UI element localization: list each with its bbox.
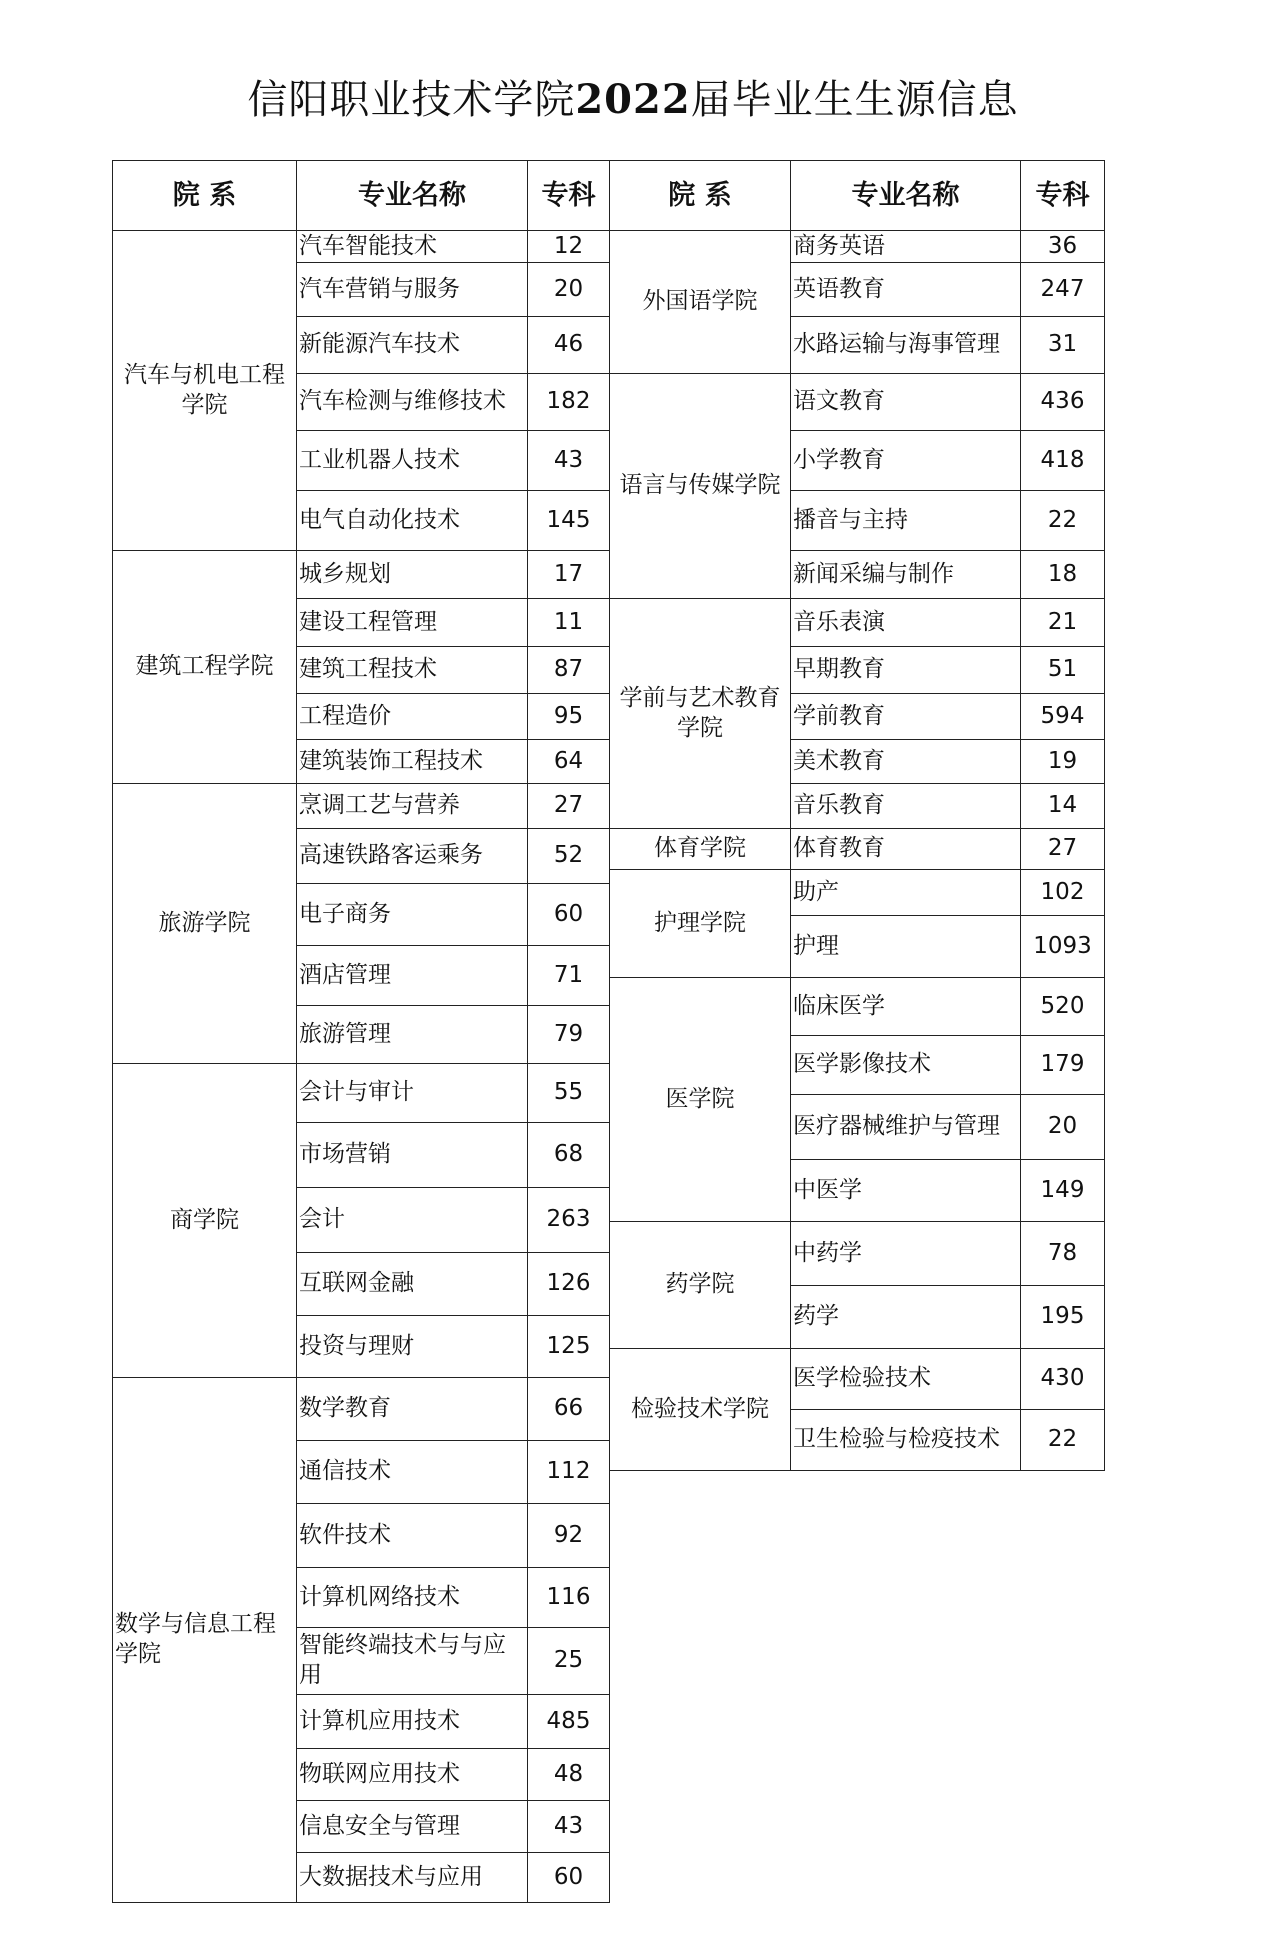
right-major-cell <box>790 1285 1021 1349</box>
left-count-cell <box>527 1748 610 1801</box>
left-count-cell-text: 52 <box>553 842 584 869</box>
left-count-cell-text: 20 <box>553 275 584 302</box>
left-count-cell-text: 43 <box>553 1812 584 1839</box>
left-count-cell <box>527 1627 610 1695</box>
left-major-cell <box>296 646 528 694</box>
right-major-cell-text: 医学检验技术 <box>793 1365 931 1392</box>
header-count-right-text: 专科 <box>1035 179 1090 211</box>
right-major-cell <box>790 490 1021 551</box>
left-major-cell-text: 计算机网络技术 <box>299 1583 460 1610</box>
right-count-cell-text: 520 <box>1040 992 1085 1019</box>
right-count-cell-text: 51 <box>1047 656 1078 683</box>
left-dept-cell-text: 旅游学院 <box>158 909 251 936</box>
left-dept-cell-text: 数学与信息工程学院 <box>115 1611 276 1667</box>
left-count-cell <box>527 1852 610 1903</box>
right-count-cell <box>1020 646 1105 694</box>
left-count-cell <box>527 783 610 829</box>
header-major-right <box>790 160 1021 231</box>
right-count-cell-text: 430 <box>1040 1365 1085 1392</box>
right-dept-cell-text: 护理学院 <box>654 909 746 936</box>
left-count-cell <box>527 598 610 647</box>
left-major-cell <box>296 1800 528 1853</box>
right-dept-cell-text: 学前与艺术教育学院 <box>619 684 781 741</box>
left-major-cell-text: 互联网金融 <box>299 1270 414 1297</box>
right-count-cell-text: 436 <box>1040 388 1085 415</box>
right-count-cell-text: 22 <box>1047 506 1078 533</box>
left-major-cell <box>296 490 528 551</box>
right-major-cell <box>790 1094 1021 1160</box>
right-major-cell-text: 临床医学 <box>793 992 885 1019</box>
right-major-cell-text: 水路运输与海事管理 <box>793 331 1000 358</box>
right-major-cell-text: 语文教育 <box>793 388 885 415</box>
right-major-cell <box>790 373 1021 431</box>
left-major-cell <box>296 1005 528 1064</box>
right-major-cell <box>790 739 1021 784</box>
left-major-cell-text: 电子商务 <box>299 900 391 927</box>
left-major-cell <box>296 1252 528 1316</box>
left-major-cell <box>296 373 528 431</box>
left-major-cell <box>296 430 528 491</box>
left-count-cell-text: 79 <box>553 1020 584 1047</box>
left-major-cell-text: 大数据技术与应用 <box>299 1863 483 1890</box>
page-title <box>0 68 1266 125</box>
right-major-cell-text: 体育教育 <box>793 835 885 862</box>
right-count-cell <box>1020 1348 1105 1410</box>
left-major-cell <box>296 739 528 784</box>
right-dept-cell-text: 药学院 <box>665 1271 735 1298</box>
right-count-cell-text: 195 <box>1040 1303 1085 1330</box>
left-count-cell <box>527 945 610 1006</box>
left-count-cell <box>527 646 610 694</box>
left-major-cell-text: 城乡规划 <box>299 560 391 587</box>
right-count-cell <box>1020 693 1105 740</box>
left-major-cell <box>296 1748 528 1801</box>
right-dept-cell-text: 体育学院 <box>654 835 746 862</box>
right-major-cell <box>790 828 1021 870</box>
left-major-cell-text: 计算机应用技术 <box>299 1707 460 1734</box>
right-count-cell-text: 247 <box>1040 275 1085 302</box>
left-major-cell-text: 建筑装饰工程技术 <box>299 747 483 774</box>
left-count-cell-text: 68 <box>553 1141 584 1168</box>
left-major-cell <box>296 230 528 263</box>
left-major-cell-text: 汽车检测与维修技术 <box>299 388 506 415</box>
right-major-cell <box>790 598 1021 647</box>
left-major-cell <box>296 1627 528 1695</box>
right-count-cell-text: 418 <box>1040 446 1085 473</box>
right-major-cell-text: 美术教育 <box>793 747 885 774</box>
left-count-cell-text: 17 <box>553 560 584 587</box>
left-count-cell-text: 60 <box>553 1863 584 1890</box>
right-dept-cell-text: 语言与传媒学院 <box>619 472 781 499</box>
header-dept-right-text: 院 系 <box>668 179 732 211</box>
left-count-cell <box>527 1694 610 1749</box>
left-major-cell <box>296 316 528 374</box>
left-dept-cell <box>112 783 297 1064</box>
left-count-cell-text: 485 <box>546 1707 591 1734</box>
left-major-cell <box>296 262 528 317</box>
left-count-cell-text: 60 <box>553 900 584 927</box>
right-major-cell <box>790 693 1021 740</box>
left-count-cell <box>527 1063 610 1123</box>
right-count-cell <box>1020 869 1105 916</box>
right-dept-cell-text: 医学院 <box>665 1085 735 1112</box>
right-count-cell <box>1020 598 1105 647</box>
left-count-cell-text: 27 <box>553 792 584 819</box>
right-count-cell-text: 149 <box>1040 1176 1085 1203</box>
left-count-cell <box>527 1567 610 1628</box>
left-major-cell-text: 高速铁路客运乘务 <box>299 842 483 869</box>
left-count-cell-text: 263 <box>546 1206 591 1233</box>
left-major-cell <box>296 783 528 829</box>
right-count-cell <box>1020 430 1105 491</box>
left-count-cell <box>527 316 610 374</box>
left-count-cell-text: 55 <box>553 1079 584 1106</box>
left-count-cell-text: 145 <box>546 506 591 533</box>
left-major-cell-text: 汽车智能技术 <box>299 232 437 259</box>
right-major-cell <box>790 915 1021 978</box>
left-count-cell <box>527 430 610 491</box>
left-count-cell <box>527 1440 610 1504</box>
right-major-cell-text: 新闻采编与制作 <box>793 560 954 587</box>
right-major-cell-text: 播音与主持 <box>793 506 908 533</box>
right-count-cell <box>1020 230 1105 263</box>
right-count-cell-text: 22 <box>1047 1426 1078 1453</box>
left-count-cell <box>527 1122 610 1188</box>
left-dept-cell <box>112 550 297 784</box>
right-major-cell <box>790 1409 1021 1471</box>
right-major-cell <box>790 977 1021 1036</box>
left-count-cell <box>527 1503 610 1568</box>
right-dept-cell <box>609 977 791 1222</box>
left-major-cell-text: 工程造价 <box>299 702 391 729</box>
left-major-cell-text: 会计与审计 <box>299 1079 414 1106</box>
left-count-cell-text: 87 <box>553 656 584 683</box>
right-count-cell <box>1020 373 1105 431</box>
title-year: 2022 <box>575 76 691 123</box>
right-count-cell <box>1020 1159 1105 1222</box>
left-major-cell-text: 酒店管理 <box>299 961 391 988</box>
right-major-cell <box>790 646 1021 694</box>
left-count-cell <box>527 1187 610 1253</box>
left-major-cell <box>296 693 528 740</box>
left-count-cell <box>527 550 610 599</box>
left-major-cell-text: 建设工程管理 <box>299 608 437 635</box>
right-major-cell <box>790 316 1021 374</box>
right-count-cell-text: 179 <box>1040 1051 1085 1078</box>
header-dept-text: 院 系 <box>172 179 237 211</box>
left-dept-cell-text: 商学院 <box>170 1206 239 1233</box>
header-count-right <box>1020 160 1105 231</box>
left-major-cell-text: 建筑工程技术 <box>299 656 437 683</box>
left-count-cell <box>527 1377 610 1441</box>
left-count-cell <box>527 883 610 946</box>
left-major-cell-text: 新能源汽车技术 <box>299 331 460 358</box>
right-count-cell <box>1020 915 1105 978</box>
right-major-cell-text: 医疗器械维护与管理 <box>793 1113 1000 1140</box>
left-count-cell-text: 126 <box>546 1270 591 1297</box>
left-count-cell <box>527 739 610 784</box>
left-count-cell <box>527 1800 610 1853</box>
left-count-cell <box>527 1252 610 1316</box>
left-major-cell-text: 烹调工艺与营养 <box>299 792 460 819</box>
right-major-cell-text: 小学教育 <box>793 446 885 473</box>
right-dept-cell-text: 外国语学院 <box>642 288 758 315</box>
right-count-cell-text: 27 <box>1047 835 1078 862</box>
right-count-cell-text: 78 <box>1047 1239 1078 1266</box>
right-major-cell <box>790 262 1021 317</box>
left-dept-cell-text: 建筑工程学院 <box>135 653 274 680</box>
left-major-cell-text: 工业机器人技术 <box>299 446 460 473</box>
left-count-cell <box>527 262 610 317</box>
header-count <box>527 160 610 231</box>
right-major-cell-text: 中药学 <box>793 1239 862 1266</box>
right-major-cell <box>790 869 1021 916</box>
left-major-cell <box>296 1694 528 1749</box>
right-major-cell <box>790 1035 1021 1095</box>
left-major-cell <box>296 883 528 946</box>
right-major-cell-text: 音乐教育 <box>793 792 885 819</box>
header-major-text: 专业名称 <box>358 179 466 211</box>
left-major-cell <box>296 1567 528 1628</box>
right-major-cell-text: 商务英语 <box>793 232 885 259</box>
left-count-cell-text: 95 <box>553 702 584 729</box>
left-major-cell <box>296 1377 528 1441</box>
left-major-cell <box>296 1063 528 1123</box>
right-count-cell-text: 36 <box>1047 232 1078 259</box>
left-major-cell <box>296 1503 528 1568</box>
right-count-cell <box>1020 1094 1105 1160</box>
right-major-cell <box>790 430 1021 491</box>
title-suffix: 届毕业生生源信息 <box>690 77 1019 123</box>
left-count-cell-text: 66 <box>553 1395 584 1422</box>
left-major-cell-text: 智能终端技术与与应用 <box>299 1632 506 1688</box>
left-count-cell-text: 64 <box>553 747 584 774</box>
right-dept-cell <box>609 598 791 829</box>
left-major-cell <box>296 598 528 647</box>
right-count-cell <box>1020 783 1105 829</box>
left-count-cell-text: 92 <box>553 1521 584 1548</box>
right-count-cell-text: 20 <box>1047 1113 1078 1140</box>
left-count-cell-text: 25 <box>553 1647 584 1674</box>
left-major-cell-text: 会计 <box>299 1206 345 1233</box>
right-dept-cell <box>609 828 791 870</box>
left-count-cell <box>527 1005 610 1064</box>
right-count-cell <box>1020 1221 1105 1286</box>
right-major-cell-text: 药学 <box>793 1303 839 1330</box>
right-count-cell <box>1020 1035 1105 1095</box>
left-count-cell-text: 116 <box>546 1583 591 1610</box>
right-count-cell <box>1020 316 1105 374</box>
left-major-cell-text: 数学教育 <box>299 1395 391 1422</box>
right-count-cell <box>1020 1285 1105 1349</box>
left-major-cell-text: 电气自动化技术 <box>299 506 460 533</box>
left-dept-cell <box>112 1063 297 1378</box>
right-major-cell <box>790 550 1021 599</box>
left-major-cell-text: 通信技术 <box>299 1458 391 1485</box>
left-major-cell <box>296 550 528 599</box>
right-dept-cell <box>609 1221 791 1349</box>
right-major-cell-text: 卫生检验与检疫技术 <box>793 1426 1000 1453</box>
left-major-cell <box>296 1187 528 1253</box>
title-prefix: 信阳职业技术学院 <box>247 77 576 123</box>
right-count-cell-text: 102 <box>1040 878 1085 905</box>
right-count-cell-text: 31 <box>1047 331 1078 358</box>
right-count-cell-text: 19 <box>1047 747 1078 774</box>
header-dept <box>112 160 297 231</box>
left-count-cell-text: 48 <box>553 1760 584 1787</box>
right-count-cell-text: 594 <box>1040 702 1085 729</box>
left-count-cell <box>527 828 610 884</box>
right-major-cell-text: 中医学 <box>793 1176 862 1203</box>
right-major-cell <box>790 1348 1021 1410</box>
right-dept-cell <box>609 869 791 978</box>
left-major-cell <box>296 945 528 1006</box>
left-count-cell-text: 46 <box>553 331 584 358</box>
left-major-cell <box>296 1315 528 1378</box>
right-count-cell <box>1020 490 1105 551</box>
left-major-cell <box>296 1122 528 1188</box>
left-major-cell <box>296 828 528 884</box>
right-major-cell-text: 英语教育 <box>793 275 885 302</box>
right-count-cell <box>1020 828 1105 870</box>
right-count-cell <box>1020 550 1105 599</box>
left-count-cell <box>527 1315 610 1378</box>
left-count-cell <box>527 373 610 431</box>
left-count-cell-text: 71 <box>553 961 584 988</box>
right-major-cell-text: 护理 <box>793 932 839 959</box>
right-major-cell-text: 助产 <box>793 878 839 905</box>
left-count-cell-text: 12 <box>553 232 584 259</box>
right-dept-cell-text: 检验技术学院 <box>631 1395 769 1422</box>
left-dept-cell-text: 汽车与机电工程学院 <box>124 361 285 418</box>
right-count-cell <box>1020 977 1105 1036</box>
left-count-cell-text: 182 <box>546 388 591 415</box>
right-major-cell-text: 早期教育 <box>793 656 885 683</box>
left-count-cell <box>527 490 610 551</box>
left-major-cell-text: 物联网应用技术 <box>299 1760 460 1787</box>
left-major-cell-text: 投资与理财 <box>299 1332 414 1359</box>
right-major-cell-text: 医学影像技术 <box>793 1051 931 1078</box>
header-major <box>296 160 528 231</box>
right-major-cell <box>790 1221 1021 1286</box>
right-major-cell-text: 音乐表演 <box>793 608 885 635</box>
header-major-right-text: 专业名称 <box>851 179 960 211</box>
right-count-cell <box>1020 262 1105 317</box>
left-dept-cell <box>112 1377 297 1903</box>
left-count-cell-text: 112 <box>546 1458 591 1485</box>
right-count-cell-text: 21 <box>1047 608 1078 635</box>
right-dept-cell <box>609 1348 791 1471</box>
left-major-cell-text: 信息安全与管理 <box>299 1812 460 1839</box>
header-count-text: 专科 <box>541 179 596 211</box>
left-major-cell <box>296 1852 528 1903</box>
right-major-cell <box>790 230 1021 263</box>
left-major-cell <box>296 1440 528 1504</box>
left-major-cell-text: 软件技术 <box>299 1521 391 1548</box>
left-major-cell-text: 旅游管理 <box>299 1020 391 1047</box>
left-count-cell <box>527 693 610 740</box>
right-count-cell-text: 1093 <box>1033 932 1092 959</box>
right-major-cell <box>790 1159 1021 1222</box>
left-count-cell <box>527 230 610 263</box>
right-count-cell-text: 14 <box>1047 792 1078 819</box>
right-count-cell <box>1020 1409 1105 1471</box>
right-dept-cell <box>609 373 791 599</box>
header-dept-right <box>609 160 791 231</box>
left-count-cell-text: 43 <box>553 446 584 473</box>
right-dept-cell <box>609 230 791 374</box>
right-count-cell <box>1020 739 1105 784</box>
right-count-cell-text: 18 <box>1047 560 1078 587</box>
left-major-cell-text: 汽车营销与服务 <box>299 275 460 302</box>
left-major-cell-text: 市场营销 <box>299 1141 391 1168</box>
left-count-cell-text: 11 <box>553 608 584 635</box>
right-major-cell <box>790 783 1021 829</box>
left-count-cell-text: 125 <box>546 1332 591 1359</box>
left-dept-cell <box>112 230 297 551</box>
right-major-cell-text: 学前教育 <box>793 702 885 729</box>
